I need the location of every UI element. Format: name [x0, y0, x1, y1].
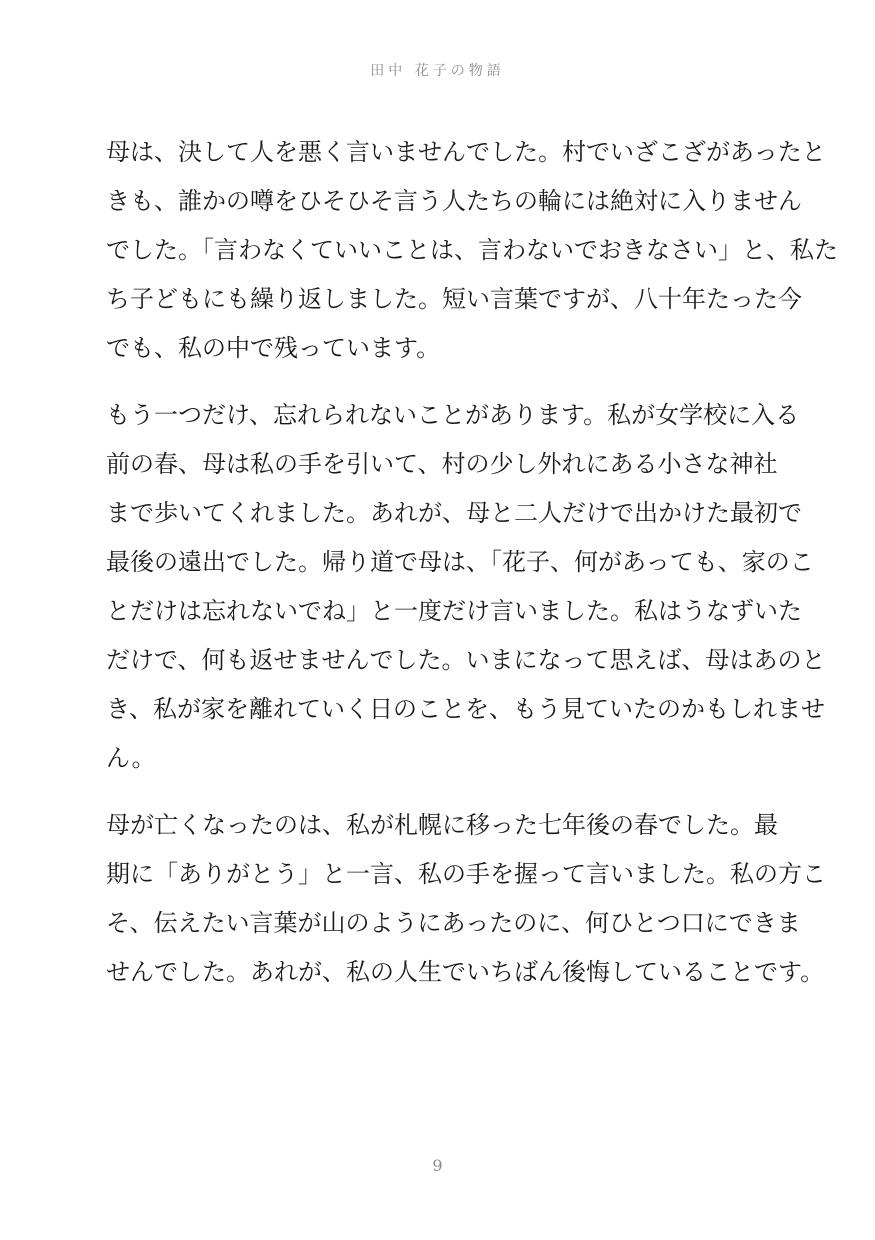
text-line: 母は、決して人を悪く言いませんでした。村でいざこざがあったと [106, 138, 826, 166]
text-line: 母が亡くなったのは、私が札幌に移った七年後の春でした。最 [106, 811, 778, 839]
text-line: でした。「言わなくていいことは、言わないでおきなさい」と、私た [106, 236, 838, 264]
body-text [106, 128, 838, 1015]
text-line: とだけは忘れないでね」と一度だけ言いました。私はうなずいた [106, 597, 802, 625]
text-line: せんでした。あれが、私の人生でいちばん後悔していることです。 [106, 958, 825, 986]
text-line: ち子どもにも繰り返しました。短い言葉ですが、八十年たった今 [106, 285, 802, 313]
paragraph-3 [106, 801, 826, 997]
text-line: き、私が家を離れていく日のことを、もう見ていたのかもしれませ [106, 695, 826, 723]
page-number: 9 [432, 1156, 443, 1175]
text-line: まで歩いてくれました。あれが、母と二人だけで出かけた最初で [106, 499, 802, 527]
text-line: ん。 [106, 744, 156, 772]
text-line: でも、私の中で残っています。 [106, 334, 441, 362]
paragraph-2 [106, 391, 826, 783]
running-header-title: 田中 花子の物語 [370, 63, 505, 79]
text-line: そ、伝えたい言葉が山のようにあったのに、何ひとつ口にできま [106, 909, 801, 937]
paragraph-1 [106, 128, 838, 373]
text-line: きも、誰かの噂をひそひそ言う人たちの輪には絶対に入りません [106, 187, 802, 215]
text-line: 前の春、母は私の手を引いて、村の少し外れにある小さな神社 [106, 450, 778, 478]
text-line: 期に「ありがとう」と一言、私の手を握って言いました。私の方こ [106, 860, 826, 888]
text-line: 最後の遠出でした。帰り道で母は、「花子、何があっても、家のこ [106, 548, 814, 576]
text-line: もう一つだけ、忘れられないことがあります。私が女学校に入る [106, 401, 800, 429]
text-line: だけで、何も返せませんでした。いまになって思えば、母はあのと [106, 646, 826, 674]
